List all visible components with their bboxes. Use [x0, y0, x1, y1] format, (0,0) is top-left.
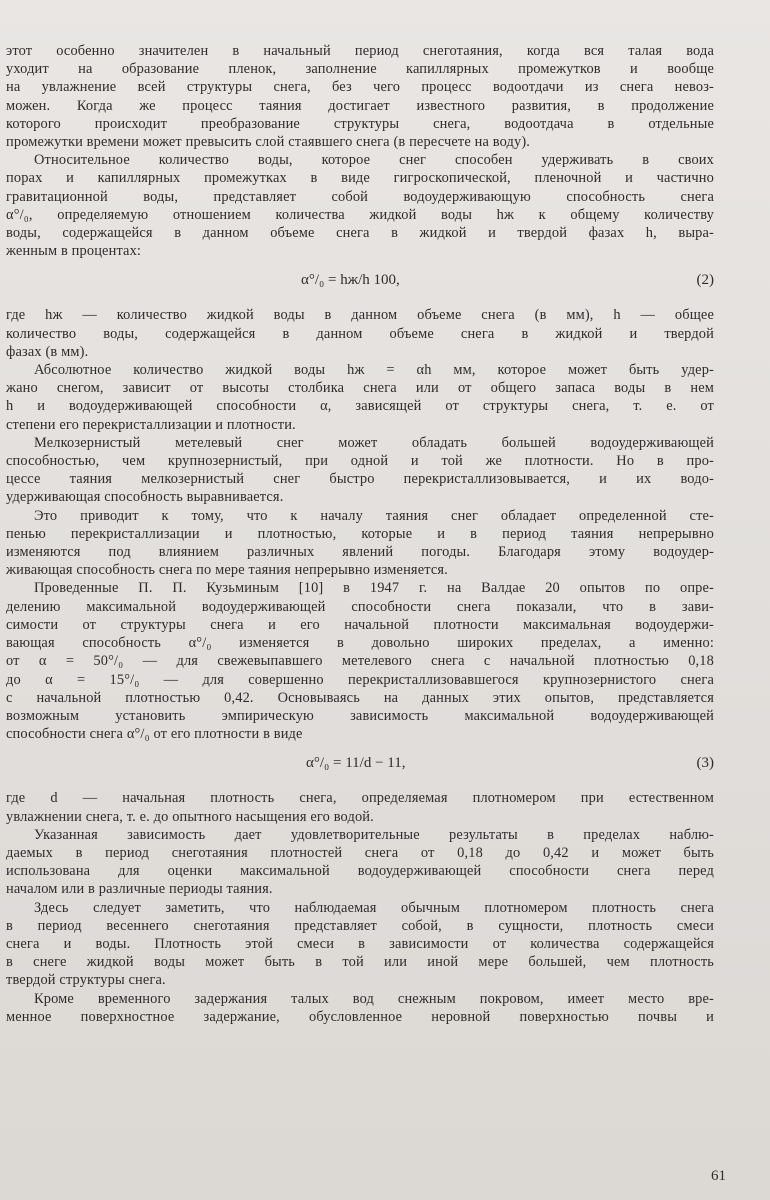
formula-expression: α°/₀ = hж/h 100, — [301, 272, 400, 289]
text-line: Указанная зависимость дает удовлетворительные результаты в пределах наблю- — [34, 826, 714, 843]
text-line: вающая способность α°/₀ изменяется в довольно широких пределах, а именно: — [6, 635, 714, 652]
formula-2 — [6, 260, 714, 306]
paragraph-2 — [6, 151, 714, 260]
paragraph-9 — [6, 826, 714, 899]
text-line: порах и капиллярных промежутках в виде гигроскопической, пленочной и частично — [6, 170, 714, 187]
text-line: удерживающая способность выравнивается. — [6, 489, 284, 506]
text-line: можен. Когда же процесс таяния достигает известного развития, в продолжение — [6, 97, 714, 114]
paragraph-4 — [6, 361, 714, 434]
formula-expression: α°/₀ = 11/d − 11, — [306, 755, 406, 772]
text-line: живающая способность снега по мере таяния непрерывно изменяется. — [6, 562, 448, 579]
text-line: женным в процентах: — [6, 243, 142, 260]
text-line: пенью перекристаллизации и плотностью, которые и в период таяния непрерывно — [6, 525, 714, 542]
text-line: Абсолютное количество жидкой воды hж = αh мм, которое может быть удер- — [34, 362, 714, 379]
formula-number: (3) — [696, 755, 714, 772]
text-line: где hж — количество жидкой воды в данном объеме снега (в мм), h — общее — [6, 307, 714, 324]
page-text — [6, 42, 714, 1026]
text-line: до α = 15°/₀ — для совершенно перекристаллизовавшегося крупнозернистого снега — [6, 671, 714, 688]
page-number: 61 — [711, 1168, 726, 1184]
text-line: в снеге жидкой воды может быть в той или иной мере большей, чем плотность — [6, 954, 714, 971]
text-line: возможным установить эмпирическую зависимость максимальной водоудерживающей — [6, 707, 714, 724]
formula-number: (2) — [696, 272, 714, 289]
text-line: α°/₀, определяемую отношением количества жидкой воды hж к общему количеству — [6, 206, 714, 223]
text-line: с начальной плотностью 0,42. Основываясь на данных этих опытов, представляется — [6, 689, 714, 706]
paragraph-7 — [6, 579, 714, 743]
text-line: этот особенно значителен в начальный период снеготаяния, когда вся талая вода — [6, 43, 714, 59]
text-line: даемых в период снеготаяния плотностей снега от 0,18 до 0,42 и может быть — [6, 844, 714, 861]
text-line: делению максимальной водоудерживающей способности снега показали, что в зави- — [6, 598, 714, 615]
text-line: Относительное количество воды, которое снег способен удерживать в своих — [34, 152, 714, 169]
text-line: промежутки времени может превысить слой стаявшего снега (в пересчете на воду). — [6, 134, 531, 151]
text-line: Проведенные П. П. Кузьминым [10] в 1947 г. на Валдае 20 опытов по опре- — [34, 580, 714, 597]
text-line: h и водоудерживающей способности α, зависящей от структуры снега, т. е. от — [6, 398, 714, 415]
formula-3 — [6, 743, 714, 789]
text-line: количество воды, содержащейся в данном объеме снега в жидкой и твердой — [6, 325, 714, 342]
text-line: твердой структуры снега. — [6, 972, 166, 989]
text-line: степени его перекристаллизации и плотности. — [6, 416, 296, 433]
text-line: на увлажнение всей структуры снега, без чего процесс водоотдачи из снега невоз- — [6, 79, 714, 96]
paragraph-1 — [6, 42, 714, 151]
text-line: фазах (в мм). — [6, 343, 89, 360]
text-line: использована для оценки максимальной водоудерживающей способности снега перед — [6, 863, 714, 880]
text-line: Кроме временного задержания талых вод снежным покровом, имеет место вре- — [34, 990, 714, 1007]
text-line: жано снегом, зависит от высоты столбика снега или от общего запаса воды в нем — [6, 380, 714, 397]
text-line: началом или в различные периоды таяния. — [6, 881, 273, 898]
text-line: Здесь следует заметить, что наблюдаемая обычным плотномером плотность снега — [34, 899, 714, 916]
text-line: в период весеннего снеготаяния представляет собой, в сущности, плотность смеси — [6, 917, 714, 934]
text-line: менное поверхностное задержание, обусловленное неровной поверхностью почвы и — [6, 1008, 714, 1025]
text-line: которого происходит преобразование структуры снега, водоотдача в отдельные — [6, 115, 714, 132]
paragraph-6 — [6, 507, 714, 580]
text-line: способностью, чем крупнозернистый, при одной и той же плотности. Но в про- — [6, 453, 714, 470]
text-line: воды, содержащейся в данном объеме снега в жидкой и твердой фазах h, выра- — [6, 225, 714, 242]
text-line: способности снега α°/₀ от его плотности в виде — [6, 726, 303, 743]
text-line: снега и воды. Плотность этой смеси в зависимости от количества содержащейся — [6, 935, 714, 952]
text-line: увлажнении снега, т. е. до опытного насыщения его водой. — [6, 808, 374, 825]
paragraph-10 — [6, 899, 714, 990]
text-line: гравитационной воды, представляет собой водоудерживающую способность снега — [6, 188, 714, 205]
text-line: цессе таяния мелкозернистый снег быстро перекристаллизовывается, и их водо- — [6, 471, 714, 488]
text-line: Это приводит к тому, что к началу таяния снег обладает определенной сте- — [34, 507, 714, 524]
text-line: от α = 50°/₀ — для свежевыпавшего метелевого снега с начальной плотностью 0,18 — [6, 653, 714, 670]
paragraph-3 — [6, 306, 714, 361]
text-line: изменяются под влиянием различных явлений погоды. Благодаря этому водоудер- — [6, 544, 714, 561]
text-line: уходит на образование пленок, заполнение капиллярных промежутков и вообще — [6, 61, 714, 78]
text-line: где d — начальная плотность снега, определяемая плотномером при естественном — [6, 790, 714, 807]
text-line: симости от структуры снега и его начальной плотности максимальная водоудержи- — [6, 616, 714, 633]
paragraph-8 — [6, 789, 714, 825]
text-line: Мелкозернистый метелевый снег может обладать большей водоудерживающей — [34, 434, 714, 451]
paragraph-11 — [6, 990, 714, 1026]
paragraph-5 — [6, 434, 714, 507]
